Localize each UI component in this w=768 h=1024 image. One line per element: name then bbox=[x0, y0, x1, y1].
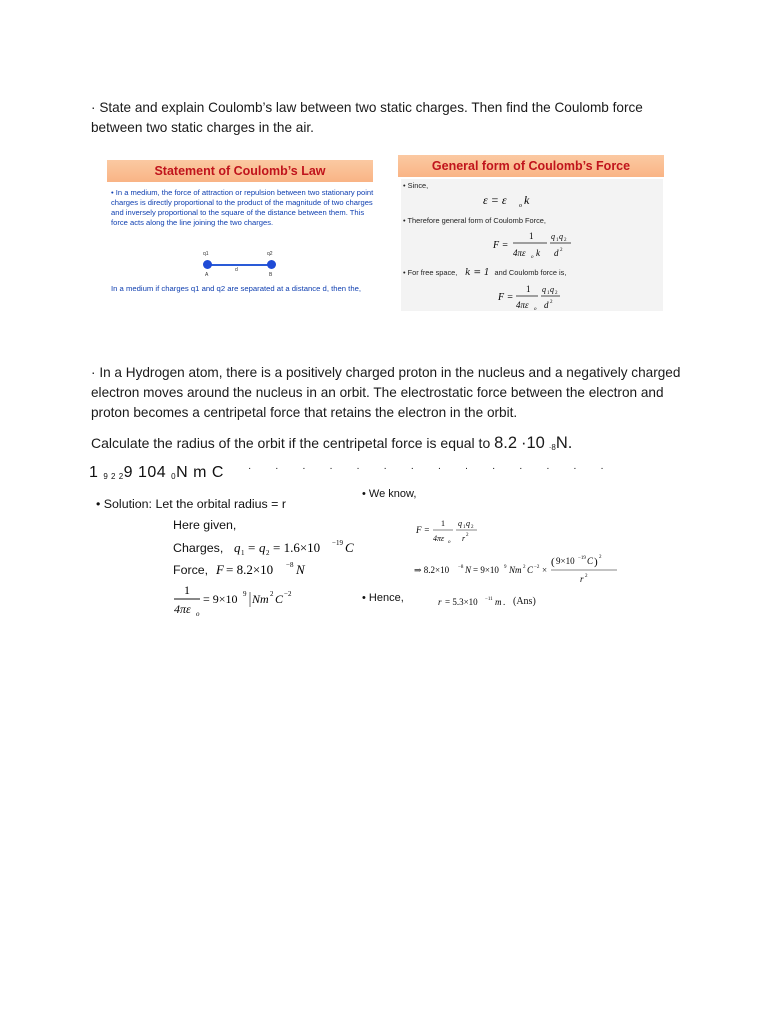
svg-text:4πε: 4πε bbox=[174, 602, 191, 616]
svg-text:r: r bbox=[580, 574, 584, 584]
svg-text:q: q bbox=[234, 540, 241, 555]
charge-point-a bbox=[203, 260, 212, 269]
svg-text:o: o bbox=[448, 540, 451, 545]
svg-text:2: 2 bbox=[585, 574, 588, 579]
svg-text:2: 2 bbox=[555, 291, 558, 296]
slide-general-form bbox=[398, 155, 664, 312]
slide-footer-text: In a medium if charges q1 and q2 are separated at a distance d, then the, bbox=[111, 284, 362, 293]
garbled-text-b: 9 104 bbox=[123, 464, 167, 481]
force-dot: · bbox=[520, 434, 527, 452]
svg-text:q: q bbox=[550, 285, 554, 294]
distance-line bbox=[207, 264, 271, 266]
substitution-equation bbox=[412, 552, 627, 586]
svg-text:q: q bbox=[466, 519, 470, 528]
svg-text:r: r bbox=[438, 597, 442, 607]
we-know-label: • We know, bbox=[362, 488, 417, 500]
garbled-text-c: N m C bbox=[176, 464, 224, 481]
force-equation bbox=[214, 558, 314, 580]
svg-text:2: 2 bbox=[270, 590, 274, 598]
charge-label-q1: q1 bbox=[203, 251, 209, 257]
svg-text:C: C bbox=[275, 592, 284, 606]
svg-text:N: N bbox=[296, 562, 305, 577]
svg-text:2: 2 bbox=[266, 549, 270, 557]
svg-text:2: 2 bbox=[523, 565, 526, 570]
svg-text:2: 2 bbox=[564, 238, 567, 243]
garbled-constant-line bbox=[89, 464, 224, 482]
svg-text:.: . bbox=[503, 597, 506, 607]
svg-text:C: C bbox=[345, 540, 354, 555]
force-unit: N. bbox=[555, 434, 573, 452]
svg-text:F =: F = bbox=[498, 292, 514, 303]
svg-text:d: d bbox=[544, 300, 549, 310]
svg-text:1: 1 bbox=[184, 583, 190, 597]
svg-text:⇒ 8.2×10: ⇒ 8.2×10 bbox=[414, 565, 450, 575]
force-base: 10 bbox=[526, 434, 545, 452]
svg-text:k: k bbox=[524, 193, 530, 207]
svg-text:q: q bbox=[559, 232, 563, 241]
svg-text:2: 2 bbox=[599, 555, 602, 560]
svg-text:= 5.3×10: = 5.3×10 bbox=[445, 597, 478, 607]
bullet: · bbox=[91, 100, 96, 115]
svg-text:m: m bbox=[495, 597, 502, 607]
svg-text:F: F bbox=[216, 562, 224, 577]
since-text: • Since, bbox=[403, 181, 429, 190]
svg-text:2: 2 bbox=[550, 300, 553, 305]
slide-title: General form of Coulomb’s Force bbox=[398, 155, 664, 177]
svg-text:o: o bbox=[534, 307, 537, 312]
svg-text:1: 1 bbox=[547, 291, 550, 296]
svg-text:4πε: 4πε bbox=[513, 248, 526, 258]
svg-text:= 8.2×10: = 8.2×10 bbox=[226, 562, 274, 577]
svg-text:−2: −2 bbox=[284, 590, 292, 598]
svg-text:Nm: Nm bbox=[509, 565, 522, 575]
svg-text:−19: −19 bbox=[332, 539, 343, 547]
free-space-tail: and Coulomb force is, bbox=[494, 268, 567, 277]
svg-text:o: o bbox=[531, 255, 534, 260]
svg-text:9×10: 9×10 bbox=[556, 556, 575, 566]
svg-text:q: q bbox=[458, 519, 462, 528]
svg-text:N: N bbox=[465, 565, 472, 575]
slide-coulombs-law-statement bbox=[107, 160, 373, 310]
charges-label: Charges, bbox=[173, 541, 224, 555]
svg-text:= 9×10: = 9×10 bbox=[203, 592, 238, 606]
svg-text:1: 1 bbox=[441, 519, 445, 528]
hence-label: • Hence, bbox=[362, 592, 404, 604]
svg-text:C: C bbox=[587, 556, 594, 566]
svg-text:o: o bbox=[519, 203, 522, 209]
svg-text:C: C bbox=[527, 565, 534, 575]
point-label-b: B bbox=[269, 272, 273, 278]
svg-text:−19: −19 bbox=[578, 556, 586, 561]
constant-equation bbox=[170, 580, 310, 622]
radius-answer-equation bbox=[436, 592, 516, 610]
question-1 bbox=[91, 98, 691, 138]
free-space-label: • For free space, bbox=[403, 268, 458, 277]
force-exponent: ·8 bbox=[548, 443, 556, 452]
svg-text:1: 1 bbox=[529, 231, 534, 241]
free-space-force-equation bbox=[496, 283, 576, 313]
svg-text:k: k bbox=[536, 248, 540, 258]
bullet: · bbox=[91, 365, 96, 380]
calc-prefix: Calculate the radius of the orbit if the centripetal force is equal to bbox=[91, 435, 491, 451]
svg-text:F =: F = bbox=[493, 240, 509, 251]
here-given-label: Here given, bbox=[173, 518, 237, 532]
svg-text:(: ( bbox=[551, 556, 555, 568]
svg-text:ε = ε: ε = ε bbox=[483, 193, 507, 207]
svg-text:=: = bbox=[248, 540, 256, 555]
charge-label-q2: q2 bbox=[267, 251, 273, 257]
force-label: Force, bbox=[173, 563, 209, 577]
svg-text:1: 1 bbox=[556, 238, 559, 243]
question-2-calc-line bbox=[91, 433, 691, 458]
slide-title: Statement of Coulomb’s Law bbox=[107, 160, 373, 182]
garbled-sub-a: 9 2 2 bbox=[103, 472, 124, 481]
svg-text:= 1.6×10: = 1.6×10 bbox=[273, 540, 321, 555]
svg-text:−2: −2 bbox=[534, 565, 540, 570]
svg-text:1: 1 bbox=[526, 284, 531, 294]
svg-text:1: 1 bbox=[241, 549, 245, 557]
charges-equation bbox=[232, 536, 362, 558]
free-space-text bbox=[403, 268, 566, 278]
answer-label: (Ans) bbox=[513, 596, 536, 607]
svg-text:o: o bbox=[196, 610, 200, 618]
svg-text:): ) bbox=[594, 556, 598, 568]
garbled-dots: · · · · · · · · · · · · · · bbox=[248, 463, 615, 474]
question-1-text: State and explain Coulomb’s law between two static charges. Then find the Coulomb force between two static charges in the air. bbox=[91, 100, 643, 135]
force-mantissa: 8.2 bbox=[494, 434, 518, 452]
svg-text:q: q bbox=[551, 232, 555, 241]
svg-text:q: q bbox=[542, 285, 546, 294]
distance-label: d bbox=[235, 267, 238, 273]
charge-point-b bbox=[267, 260, 276, 269]
svg-text:4πε: 4πε bbox=[516, 300, 529, 310]
general-force-equation bbox=[491, 228, 581, 264]
svg-text:2: 2 bbox=[466, 533, 469, 538]
garbled-text-a: 1 bbox=[89, 464, 99, 481]
svg-text:2: 2 bbox=[471, 525, 474, 530]
svg-text:q: q bbox=[259, 540, 266, 555]
epsilon-equation bbox=[481, 189, 541, 211]
svg-text:9: 9 bbox=[243, 590, 247, 598]
svg-text:= 9×10: = 9×10 bbox=[473, 565, 499, 575]
svg-text:d: d bbox=[554, 248, 559, 258]
svg-text:−8: −8 bbox=[286, 561, 294, 569]
svg-text:2: 2 bbox=[560, 248, 563, 253]
svg-text:×: × bbox=[542, 565, 548, 575]
slide-body bbox=[401, 179, 663, 311]
k-equals-one: k = 1 bbox=[459, 268, 493, 278]
svg-text:−11: −11 bbox=[485, 597, 493, 602]
question-2-text: In a Hydrogen atom, there is a positively charged proton in the nucleus and a negatively charged electron moves around the nucleus in an orbit. The electrostatic force between the electron and proton becomes a centripetal force that retains the electron in the orbit. bbox=[91, 365, 681, 420]
question-2 bbox=[91, 363, 691, 423]
therefore-text: • Therefore general form of Coulomb Force, bbox=[403, 216, 546, 225]
svg-text:4πε: 4πε bbox=[433, 534, 445, 543]
slide-statement-text: • In a medium, the force of attraction or repulsion between two stationary point charges is directly proportional to the product of the magnitude of two charges and inversely proportional to the square of the distance between them. This force acts along the line joining the two charges. bbox=[111, 188, 374, 227]
garbled-sub-b: 0 bbox=[171, 472, 177, 481]
point-label-a: A bbox=[205, 272, 209, 278]
svg-text:F =: F = bbox=[416, 525, 430, 535]
svg-text:1: 1 bbox=[463, 525, 466, 530]
coulomb-radius-equation bbox=[414, 518, 494, 546]
solution-heading: • Solution: Let the orbital radius = r bbox=[96, 497, 286, 511]
svg-text:9: 9 bbox=[504, 565, 507, 570]
svg-text:Nm: Nm bbox=[252, 592, 269, 606]
svg-text:r: r bbox=[462, 534, 466, 543]
svg-text:−8: −8 bbox=[458, 565, 464, 570]
